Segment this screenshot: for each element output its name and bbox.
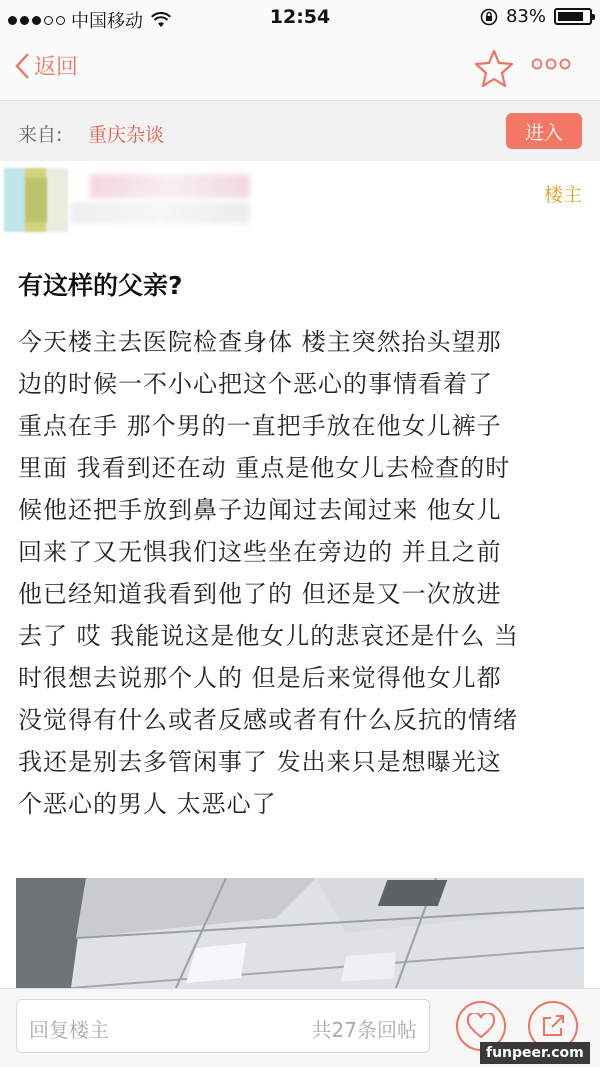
status-left xyxy=(8,7,171,33)
owner-tag: 楼主 xyxy=(543,184,582,206)
chevron-left-icon xyxy=(14,52,30,80)
enter-forum-button[interactable]: 进入 xyxy=(506,113,582,149)
post-title: 有这样的父亲? xyxy=(18,271,183,300)
watermark: funpeer.com xyxy=(480,1042,590,1064)
status-bar xyxy=(0,0,600,36)
source-bar xyxy=(0,101,600,161)
author-meta-redacted xyxy=(70,202,250,224)
ceiling-photo xyxy=(16,878,584,988)
author-name-redacted xyxy=(90,174,250,198)
forum-link[interactable]: 重庆杂谈 xyxy=(88,124,165,146)
carrier-label: 中国移动 xyxy=(71,11,143,32)
reply-input[interactable] xyxy=(16,999,430,1053)
star-icon xyxy=(474,48,514,88)
wifi-icon xyxy=(151,12,171,28)
author-row xyxy=(0,162,600,228)
favorite-button[interactable] xyxy=(474,48,514,92)
heart-icon xyxy=(467,1013,495,1039)
more-button[interactable] xyxy=(530,54,572,78)
more-icon xyxy=(530,54,572,74)
reply-count: 共27条回帖 xyxy=(311,1018,417,1042)
post-photo[interactable] xyxy=(16,878,584,988)
status-right xyxy=(480,6,592,27)
battery-percent: 83% xyxy=(505,6,546,27)
back-button[interactable] xyxy=(14,50,78,81)
back-label: 返回 xyxy=(34,55,79,80)
signal-icon xyxy=(8,16,65,25)
rotation-lock-icon xyxy=(480,8,498,26)
reply-placeholder: 回复楼主 xyxy=(29,1018,109,1042)
source-label: 来自: xyxy=(18,124,63,146)
clock: 12:54 xyxy=(269,6,331,28)
avatar[interactable] xyxy=(4,168,68,232)
post-body: 今天楼主去医院检查身体 楼主突然抬头望那 边的时候一不小心把这个恶心的事情看着了 重点在手 那个男的一直把手放在他女儿裤子 里面 我看到还在动 重点是他女儿去检查的时 候他还把手放到鼻子边闻过去闻过来 他女儿 回来了又无惧我们这些坐在旁边的 并且之前 他已经知道我看到他了的 但还是又一次放进 去了 哎 我能说这是他女儿的悲哀还是什么 当 时很想去说那个人的 但是后来觉得他女儿都 没觉得有什么或者反感或者有什么反抗的情绪 我还是别去多管闲事了 发出来只是想曝光这 个恶心的男人 太恶心了 xyxy=(18,328,519,818)
battery-icon xyxy=(554,8,592,25)
battery-level xyxy=(558,12,583,21)
share-icon xyxy=(539,1012,567,1040)
nav-bar xyxy=(0,36,600,101)
